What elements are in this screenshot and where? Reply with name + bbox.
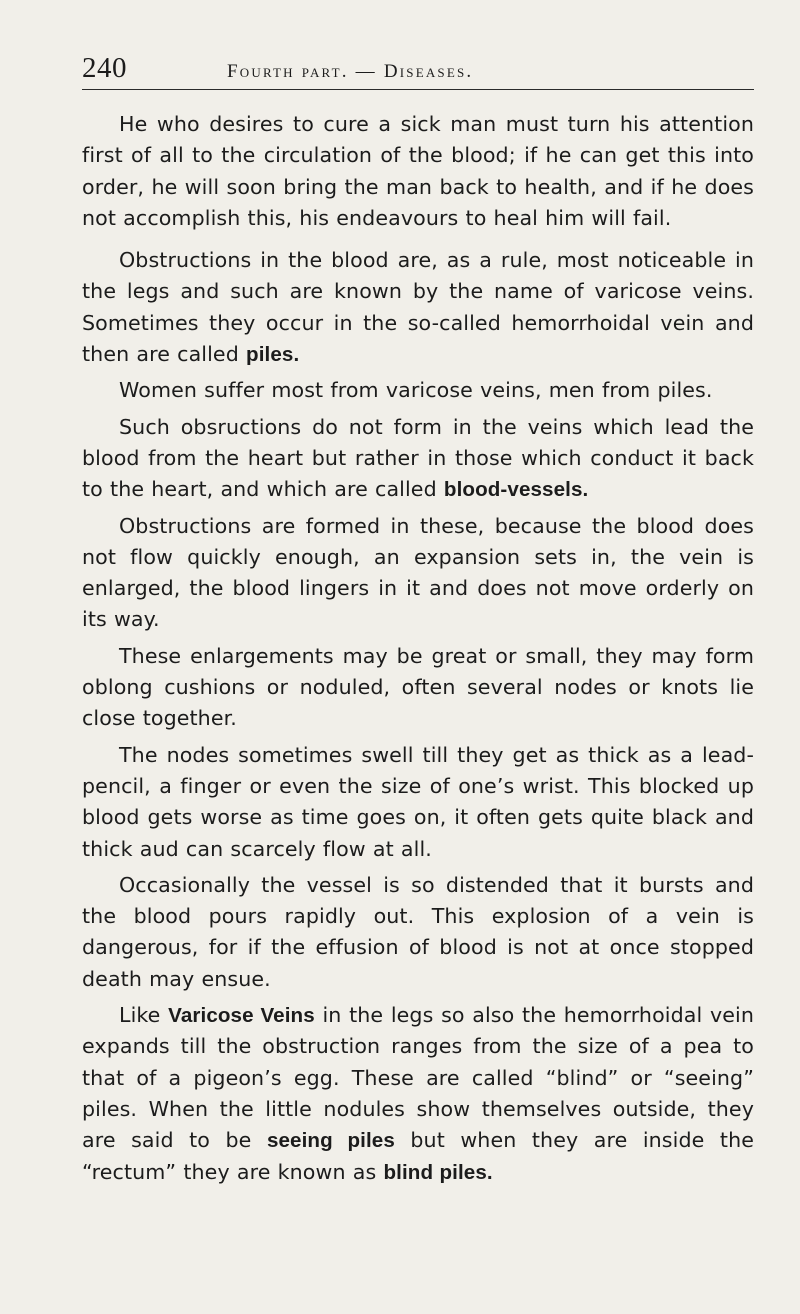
paragraph xyxy=(82,740,754,865)
bold-term: piles. xyxy=(246,343,300,367)
paragraph-text: in the legs so also the hemorrhoidal vein expands till the obstruction ranges from the size of a pea to that of a pigeon’s egg. These are called “blind” or “seeing” piles. When the little nodules show themselves outside, they are said to be xyxy=(82,1003,755,1153)
paragraph-text: He who desires to cure a sick man must turn his attention first of all to the circulation of the blood; if he can get this into order, he will soon bring the man back to health, and if he does not accomplish this, his endeavours to heal him will fail. xyxy=(82,112,754,230)
paragraph xyxy=(82,109,754,234)
bold-term: blind piles. xyxy=(383,1160,493,1184)
paragraph-text: but when they are inside the “rectum” they are known as xyxy=(82,1128,754,1184)
bold-term: Varicose Veins xyxy=(168,1004,315,1028)
paragraph xyxy=(82,870,754,995)
paragraph-text: Occasionally the vessel is so distended that it bursts and the blood pours rapidly out. This explosion of a vein is dangerous, for if the effusion of blood is not at once stopped death may ensue. xyxy=(82,872,754,991)
paragraph xyxy=(82,375,754,406)
page-header xyxy=(82,52,754,90)
page-body xyxy=(82,109,754,1188)
page-number: 240 xyxy=(82,52,127,84)
paragraph-text: These enlargements may be great or small, they may form oblong cushions or noduled, often several nodes or knots lie close together. xyxy=(82,643,754,731)
paragraph-text: Obstructions in the blood are, as a rule, most noticeable in the legs and such are known by the name of varicose veins. Sometimes they occur in the so-called hemorrhoidal vein and then are called xyxy=(82,248,754,367)
paragraph-text: Like xyxy=(119,1003,169,1028)
bold-term: seeing piles xyxy=(266,1129,395,1153)
book-page xyxy=(82,52,754,1193)
paragraph-text: Women suffer most from varicose veins, men from piles. xyxy=(119,378,713,403)
running-title: Fourth part. — Diseases. xyxy=(227,61,474,82)
paragraph-text: Such obsructions do not form in the veins which lead the blood from the heart but rather in those which conduct it back to the heart, and which are called xyxy=(82,414,754,502)
paragraph-text: Obstructions are formed in these, because the blood does not flow quickly enough, an expansion sets in, the vein is enlarged, the blood lingers in it and does not move orderly on its way. xyxy=(82,513,754,632)
paragraph-text: The nodes sometimes swell till they get as thick as a lead-pencil, a finger or even the size of one’s wrist. This blocked up blood gets worse as time goes on, it often gets quite black and thick aud can scarcely flow at all. xyxy=(82,742,754,861)
paragraph xyxy=(82,245,754,370)
bold-term: blood-vessels. xyxy=(443,478,589,502)
paragraph xyxy=(82,412,754,506)
paragraph xyxy=(82,511,754,636)
paragraph xyxy=(82,641,754,735)
paragraph xyxy=(82,1000,754,1188)
